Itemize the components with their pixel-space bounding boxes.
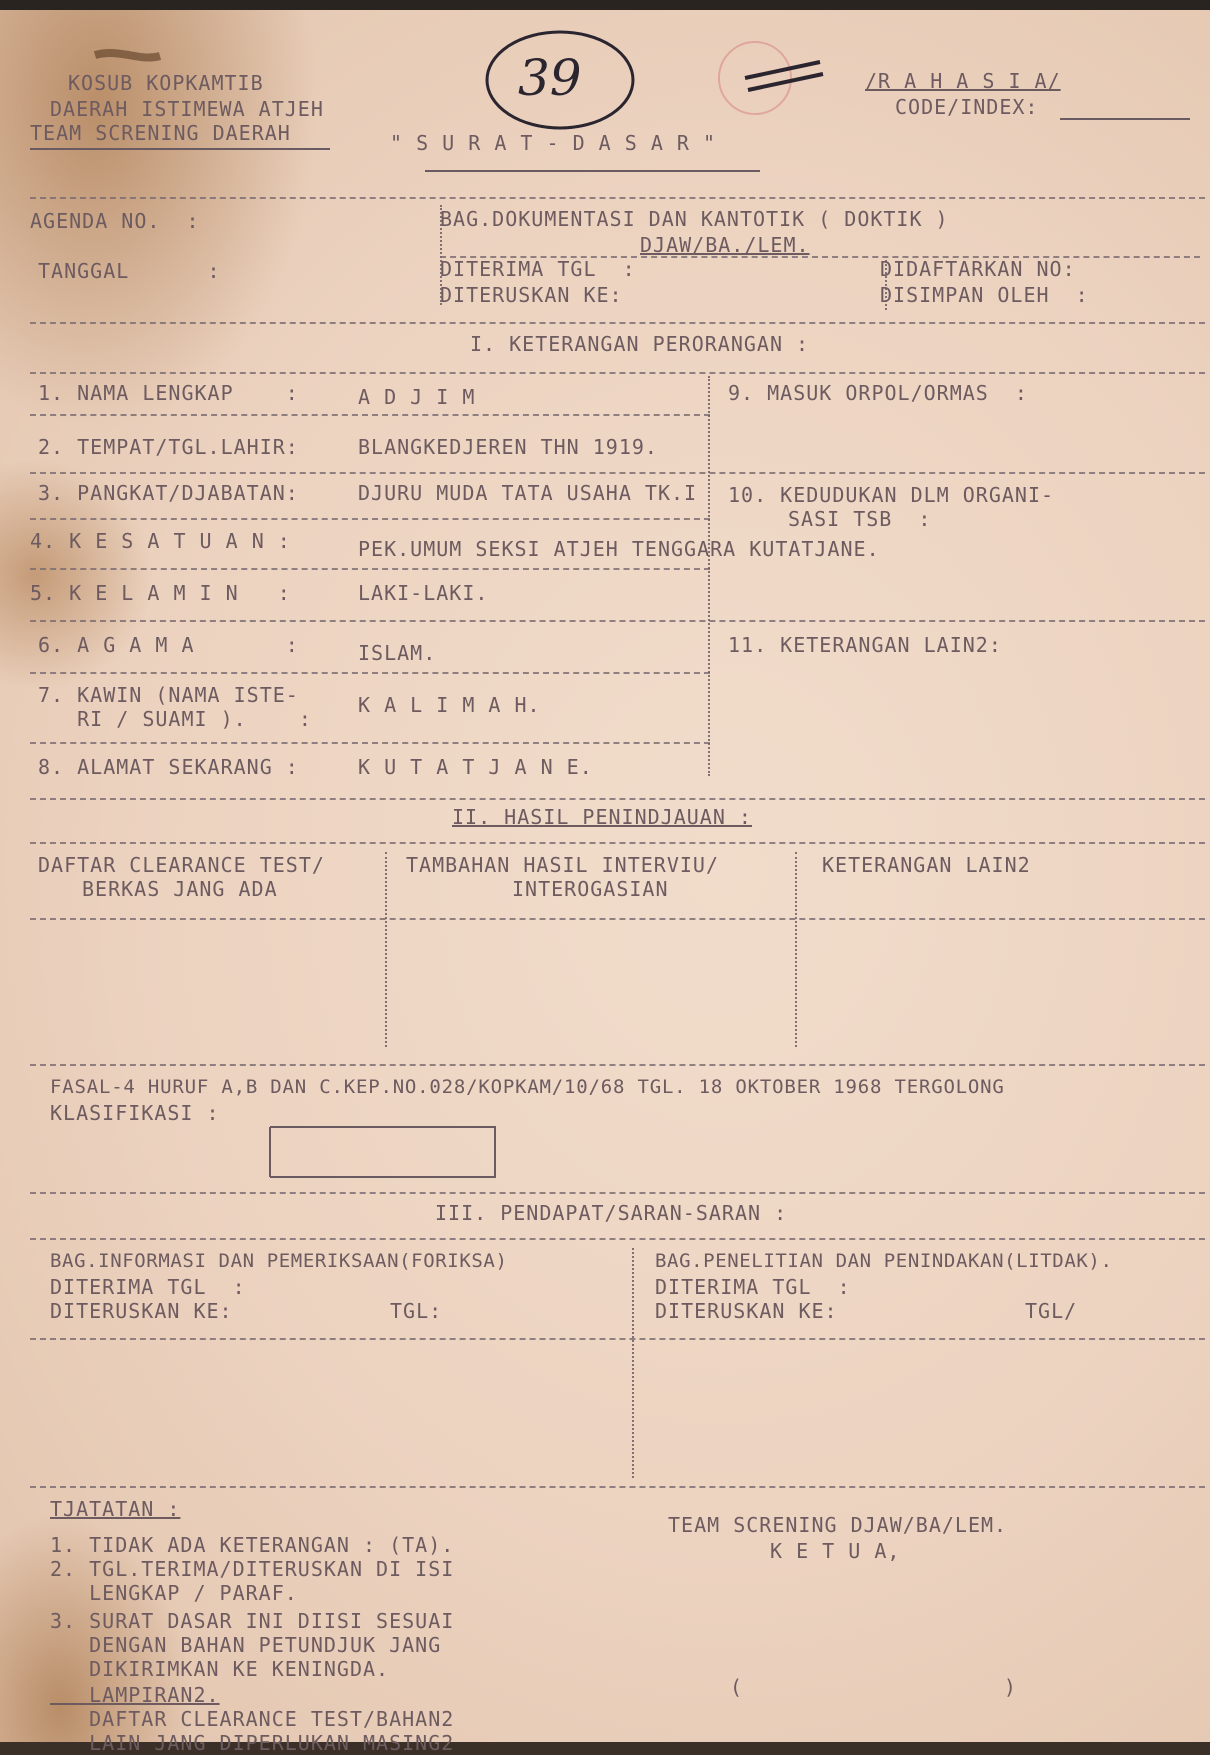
note-5a: DAFTAR CLEARANCE TEST/BAHAN2 xyxy=(50,1707,455,1731)
ketua-label: K E T U A, xyxy=(770,1539,901,1563)
signature-bracket: ( ) xyxy=(730,1675,1017,1699)
note-2b: LENGKAP / PARAF. xyxy=(50,1581,298,1605)
didaftarkan-label: DIDAFTARKAN NO: xyxy=(880,257,1076,281)
kelamin-label: 5. K E L A M I N : xyxy=(30,581,291,605)
kesatuan-value: PEK.UMUM SEKSI ATJEH TENGGARA KUTATJANE. xyxy=(358,537,880,561)
nama-lengkap-label: 1. NAMA LENGKAP : xyxy=(38,381,299,405)
note-2a: 2. TGL.TERIMA/DITERUSKAN DI ISI xyxy=(50,1557,455,1581)
agama-value: ISLAM. xyxy=(358,641,437,665)
litdak-diterima: DITERIMA TGL : xyxy=(655,1275,851,1299)
foriksa-head: BAG.INFORMASI DAN PEMERIKSAAN(FORIKSA) xyxy=(50,1250,508,1272)
red-stamp-mark xyxy=(719,42,791,114)
kawin-label-1: 7. KAWIN (NAMA ISTE- xyxy=(38,683,299,707)
form-title: " S U R A T - D A S A R " xyxy=(390,131,717,155)
handwritten-number: 39 xyxy=(518,49,582,107)
kedudukan-label-2: SASI TSB : xyxy=(788,507,932,531)
classification-label: /R A H A S I A/ xyxy=(865,69,1061,93)
disimpan-label: DISIMPAN OLEH : xyxy=(880,283,1089,307)
team-screening-label: TEAM SCRENING DJAW/BA/LEM. xyxy=(668,1513,1008,1537)
foriksa-tgl: TGL: xyxy=(390,1299,443,1323)
litdak-head: BAG.PENELITIAN DAN PENINDAKAN(LITDAK). xyxy=(655,1250,1113,1272)
diterima-label: DITERIMA TGL : xyxy=(440,257,636,281)
classification-box xyxy=(270,1127,495,1177)
tempat-lahir-label: 2. TEMPAT/TGL.LAHIR: xyxy=(38,435,299,459)
doktik-dept: BAG.DOKUMENTASI DAN KANTOTIK ( DOKTIK ) xyxy=(440,207,949,231)
alamat-label: 8. ALAMAT SEKARANG : xyxy=(38,755,299,779)
pangkat-label: 3. PANGKAT/DJABATAN: xyxy=(38,481,299,505)
klasifikasi-label: KLASIFIKASI : xyxy=(50,1101,220,1125)
tanggal-label: TANGGAL : xyxy=(38,259,221,283)
org-line-2: DAERAH ISTIMEWA ATJEH xyxy=(50,97,324,121)
note-3b: DENGAN BAHAN PETUNDJUK JANG xyxy=(50,1633,442,1657)
note-3a: 3. SURAT DASAR INI DIISI SESUAI xyxy=(50,1609,455,1633)
diteruskan-label: DITERUSKAN KE: xyxy=(440,283,623,307)
litdak-tgl: TGL/ xyxy=(1025,1299,1078,1323)
clearance-col-1: DAFTAR CLEARANCE TEST/ xyxy=(38,853,325,877)
org-line-3: TEAM SCRENING DAERAH xyxy=(30,121,291,145)
fasal-line-1: FASAL-4 HURUF A,B DAN C.KEP.NO.028/KOPKAM/10/68 TGL. 18 OKTOBER 1968 TERGOLONG xyxy=(50,1076,1005,1098)
note-4: LAMPIRAN2. xyxy=(50,1683,220,1707)
section1-title: I. KETERANGAN PERORANGAN : xyxy=(470,332,810,356)
clearance-col-2: BERKAS JANG ADA xyxy=(82,877,278,901)
kesatuan-label: 4. K E S A T U A N : xyxy=(30,529,291,553)
tempat-lahir-value: BLANGKEDJEREN THN 1919. xyxy=(358,435,658,459)
foriksa-diterima: DITERIMA TGL : xyxy=(50,1275,246,1299)
section3-title: III. PENDAPAT/SARAN-SARAN : xyxy=(435,1201,788,1225)
pangkat-value: DJURU MUDA TATA USAHA TK.I xyxy=(358,481,698,505)
litdak-diteruskan: DITERUSKAN KE: xyxy=(655,1299,838,1323)
masuk-orpol-label: 9. MASUK ORPOL/ORMAS : xyxy=(728,381,1028,405)
kawin-value: K A L I M A H. xyxy=(358,693,541,717)
agenda-no-label: AGENDA NO. : xyxy=(30,209,200,233)
note-3c: DIKIRIMKAN KE KENINGDA. xyxy=(50,1657,390,1681)
org-line-1: KOSUB KOPKAMTIB xyxy=(68,71,264,95)
doktik-sub: DJAW/BA./LEM. xyxy=(640,233,810,257)
kelamin-value: LAKI-LAKI. xyxy=(358,581,489,605)
tear-mark xyxy=(95,53,160,58)
section2-title: II. HASIL PENINDJAUAN : xyxy=(452,805,752,829)
note-5b: LAIN JANG DIPERLUKAN MASING2 xyxy=(50,1731,455,1755)
interviu-col-1: TAMBAHAN HASIL INTERVIU/ xyxy=(406,853,719,877)
note-1: 1. TIDAK ADA KETERANGAN : (TA). xyxy=(50,1533,455,1557)
interviu-col-2: INTEROGASIAN xyxy=(512,877,669,901)
notes-title: TJATATAN : xyxy=(50,1497,181,1521)
code-index-label: CODE/INDEX: xyxy=(895,95,1039,119)
lain-col: KETERANGAN LAIN2 xyxy=(822,853,1031,877)
kawin-label-2: RI / SUAMI ). : xyxy=(38,707,312,731)
nama-lengkap-value: A D J I M xyxy=(358,385,476,409)
foriksa-diteruskan: DITERUSKAN KE: xyxy=(50,1299,233,1323)
keterangan-lain-label: 11. KETERANGAN LAIN2: xyxy=(728,633,1002,657)
kedudukan-label-1: 10. KEDUDUKAN DLM ORGANI- xyxy=(728,483,1055,507)
alamat-value: K U T A T J A N E. xyxy=(358,755,593,779)
agama-label: 6. A G A M A : xyxy=(38,633,299,657)
